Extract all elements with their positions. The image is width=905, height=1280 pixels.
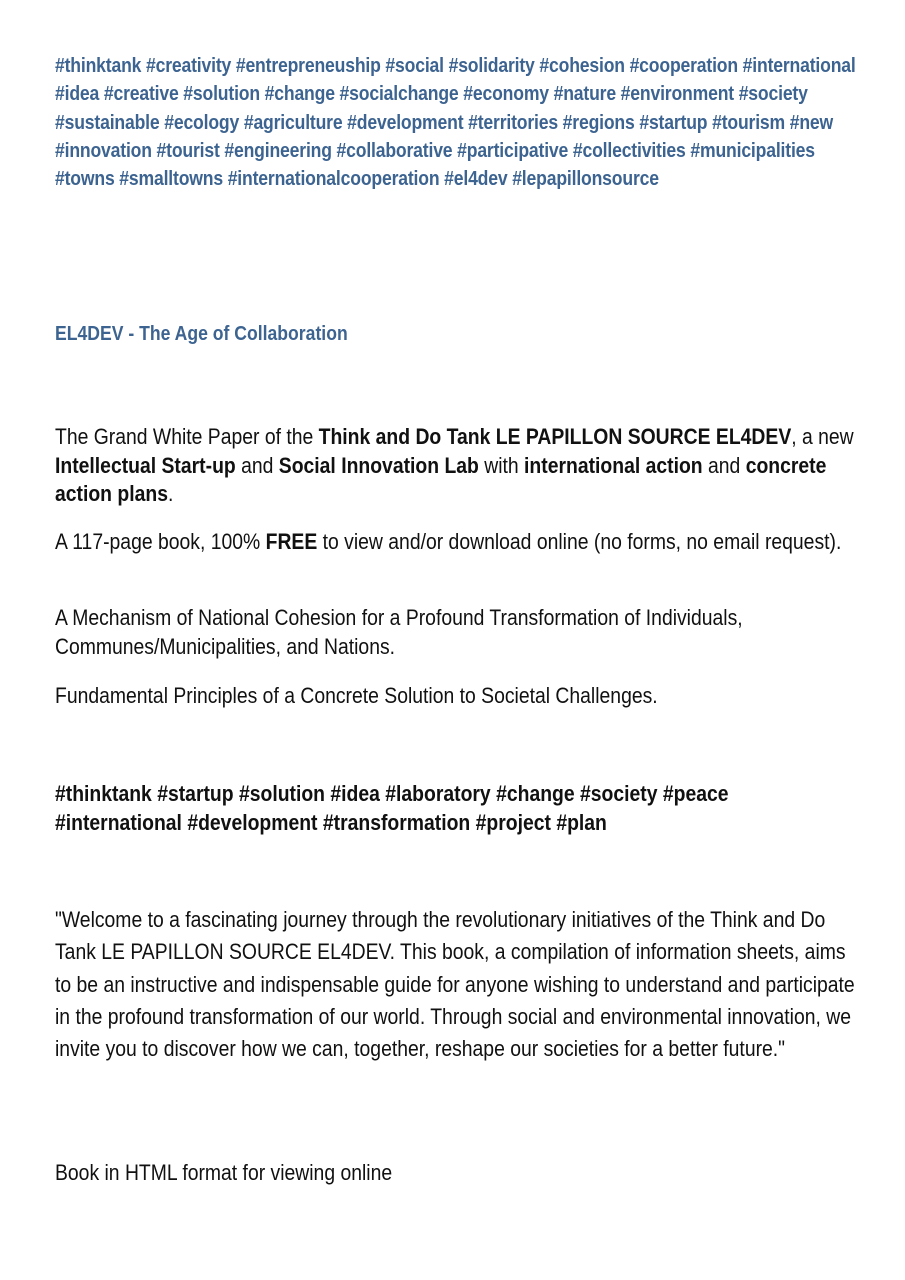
hashtag-list-black: #thinktank #startup #solution #idea #laboratory #change #society #peace #international #development #transformation #project #plan — [55, 781, 729, 835]
intro-text-1: The Grand White Paper of the — [55, 424, 319, 449]
html-format-link[interactable]: Book in HTML format for viewing online — [55, 1160, 393, 1185]
principles-paragraph: Fundamental Principles of a Concrete Solution to Societal Challenges. — [55, 683, 658, 708]
document-page — [55, 52, 856, 1185]
book-paragraph — [55, 528, 856, 557]
intro-text-2: , a new — [791, 424, 854, 449]
book-bold-free: FREE — [265, 529, 318, 554]
intro-bold-1: Think and Do Tank LE PAPILLON SOURCE EL4DEV — [318, 424, 792, 449]
hashtag-list-blue[interactable]: #thinktank #creativity #entrepreneuship #social #solidarity #cohesion #cooperation #international #idea #creative #solution #change #socialchange #economy #nature #environment #society #sustainable #ecology #agriculture #development #territories #regions #startup #tourism #new #innovation #tourist #engineering #collaborative #participative #collectivities #municipalities #towns #smalltowns #internationalcooperation #el4dev #lepapillonsource — [55, 55, 856, 191]
quote-paragraph: "Welcome to a fascinating journey through the revolutionary initiatives of the Think and Do Tank LE PAPILLON SOURCE EL4DEV. This book, a compilation of information sheets, aims to be an instructive and indispensable guide for anyone wishing to understand and participate in the profound transformation of our world. Through social and environmental innovation, we invite you to discover how we can, together, reshape our societies for a better future." — [55, 907, 855, 1062]
book-text-1: A 117-page book, 100% — [55, 529, 266, 554]
intro-bold-4: international action — [524, 452, 703, 478]
intro-text-5: and — [702, 452, 746, 478]
mechanism-paragraph: A Mechanism of National Cohesion for a Profound Transformation of Individuals, Communes/Municipalities, and Nations. — [55, 605, 743, 659]
intro-bold-3: Social Innovation Lab — [278, 452, 479, 478]
section-heading: EL4DEV - The Age of Collaboration — [55, 323, 348, 345]
intro-paragraph — [55, 423, 856, 509]
intro-bold-5: concrete action plans — [55, 452, 827, 506]
book-text-2: to view and/or download online (no forms, no email request). — [317, 529, 842, 554]
intro-text-3: and — [235, 452, 279, 478]
intro-text-6: . — [167, 481, 174, 506]
intro-bold-2: Intellectual Start-up — [55, 452, 236, 478]
intro-text-4: with — [478, 452, 525, 478]
